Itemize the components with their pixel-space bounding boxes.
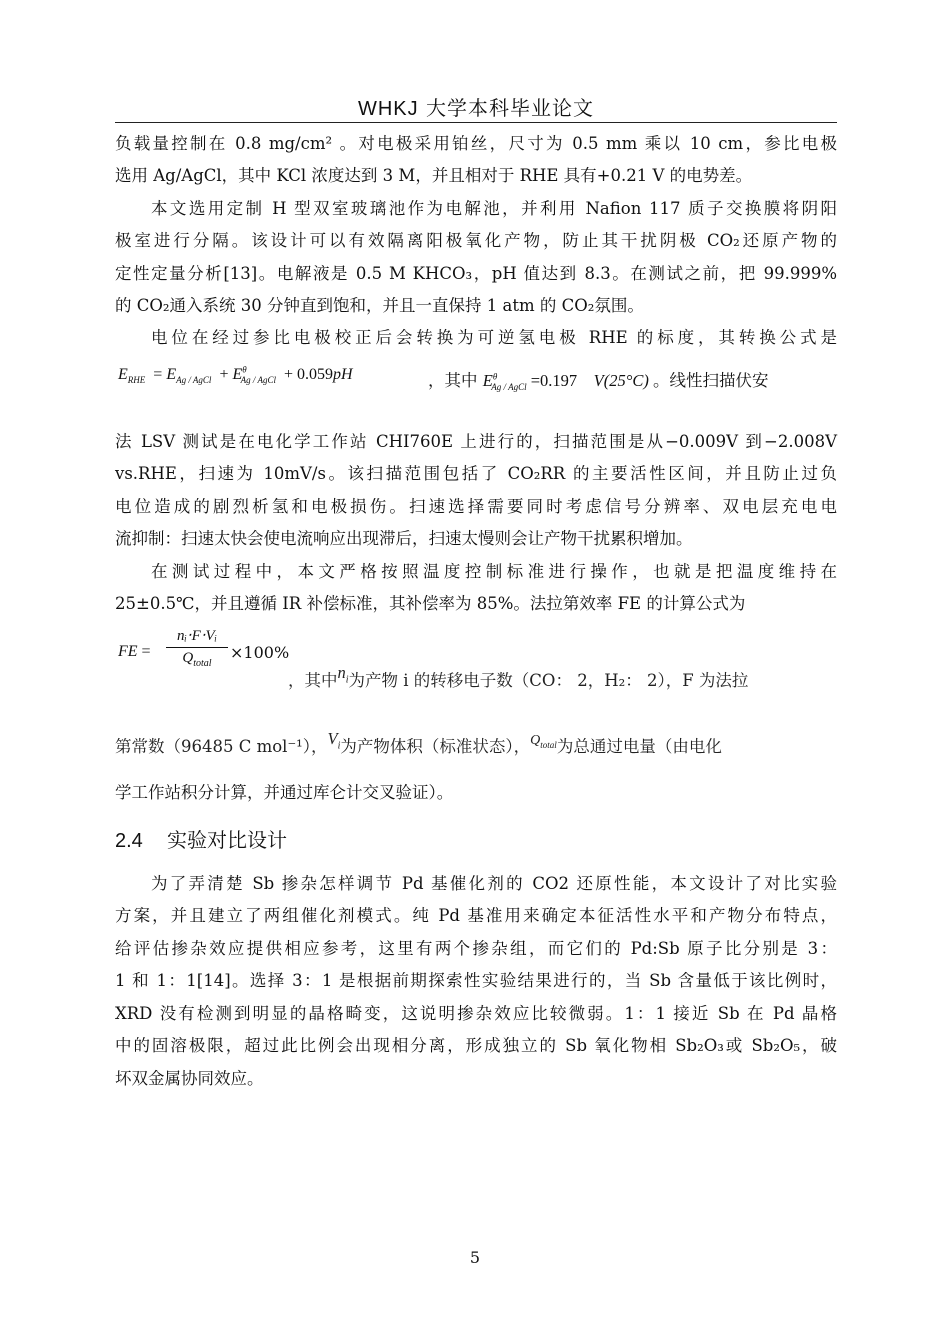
text-line: 选用 Ag/AgCl，其中 KCl 浓度达到 3 M，并且相对于 RHE 具有+0.21 V 的电势差。 [115, 166, 753, 185]
text-line: vs.RHE，扫速为 10mV/s。该扫描范围包括了 CO₂RR 的主要活性区间，并且防止过负 [115, 464, 837, 483]
text-line: 的 CO₂通入系统 30 分钟直到饱和，并且一直保持 1 atm 的 CO₂氛围。 [115, 296, 644, 315]
section-number: 2.4 [115, 830, 143, 852]
equation-fe-lhs: FE = [118, 643, 151, 660]
section-title: 实验对比设计 [167, 830, 287, 852]
equation-inline-text: ，其中 $E^\theta_{Ag / AgCl} =0.197$ V(25°C) 。线性扫描伏安 [428, 371, 769, 393]
text-line: 在测试过程中，本文严格按照温度控制标准进行操作，也就是把温度维持在 [151, 562, 837, 581]
equation-fe-explanation-2: 第常数（96485 C mol⁻¹），$V_i$为产物体积（标准状态），$^{Q_{total}}$为总通过电量（由电化 [115, 729, 722, 756]
header-latin: WHKJ [357, 98, 419, 120]
text-line: 负载量控制在 0.8 mg/cm² 。对电极采用铂丝，尺寸为 0.5 mm 乘以 10 cm，参比电极 [115, 134, 837, 153]
running-header [115, 92, 837, 121]
equation-fe-factor: ×100% [230, 643, 290, 662]
header-title: 大学本科毕业论文 [426, 96, 595, 120]
header-rule [115, 122, 837, 123]
text-line: 流抑制：扫速太快会使电流响应出现滞后，扫速太慢则会让产物干扰累积增加。 [115, 529, 693, 548]
text-line: 为了弄清楚 Sb 掺杂怎样调节 Pd 基催化剂的 CO2 还原性能，本文设计了对比实验 [151, 874, 837, 893]
text-line: 极室进行分隔。该设计可以有效隔离阳极氧化产物，防止其干扰阴极 CO₂还原产物的 [115, 231, 837, 250]
text-line: 给评估掺杂效应提供相应参考，这里有两个掺杂组，而它们的 Pd:Sb 原子比分别是 3： [115, 939, 837, 958]
text-line: 定性定量分析[13]。电解液是 0.5 M KHCO₃，pH 值达到 8.3。在测试之前，把 99.999% [115, 264, 837, 283]
equation-potential-conversion: $E_{RHE} = E_{Ag / AgCl} + E^\theta_{Ag / AgCl} + 0.059pH$ [118, 364, 353, 386]
text-line: 中的固溶极限，超过此比例会出现相分离，形成独立的 Sb 氧化物相 Sb₂O₃或 Sb₂O₅，破 [115, 1036, 837, 1055]
text-line: 25±0.5℃，并且遵循 IR 补偿标准，其补偿率为 85%。法拉第效率 FE 的计算公式为 [115, 594, 746, 613]
text-line: 学工作站积分计算，并通过库仑计交叉验证）。 [115, 783, 454, 802]
text-line: 方案，并且建立了两组催化剂模式。纯 Pd 基准用来确定本征活性水平和产物分布特点， [115, 906, 837, 925]
section-heading [115, 824, 287, 853]
text-line: XRD 没有检测到明显的晶格畸变，这说明掺杂效应比较微弱。1：1 接近 Sb 在 Pd 晶格 [115, 1004, 837, 1023]
text-line: 电位造成的剧烈析氢和电极损伤。扫速选择需要同时考虑信号分辨率、双电层充电电 [115, 497, 837, 516]
text-line: 坏双金属协同效应。 [115, 1069, 264, 1088]
text-line: 法 LSV 测试是在电化学工作站 CHI760E 上进行的，扫描范围是从−0.009V 到−2.008V [115, 432, 837, 451]
text-line: 电位在经过参比电极校正后会转换为可逆氢电极 RHE 的标度，其转换公式是 [151, 328, 837, 347]
equation-fe-explanation: ，其中$n_i$为产物 i 的转移电子数（CO： 2，H₂： 2），F 为法拉 [288, 663, 749, 690]
page-number: 5 [469, 1248, 481, 1267]
text-line: 本文选用定制 H 型双室玻璃池作为电解池，并利用 Nafion 117 质子交换膜将阴阳 [151, 199, 837, 218]
equation-fe-fraction: nᵢ⋅F⋅Vᵢ $Q_{total}$ [166, 626, 228, 667]
text-line: 1 和 1：1[14]。选择 3：1 是根据前期探索性实验结果进行的，当 Sb 含量低于该比例时， [115, 971, 837, 990]
